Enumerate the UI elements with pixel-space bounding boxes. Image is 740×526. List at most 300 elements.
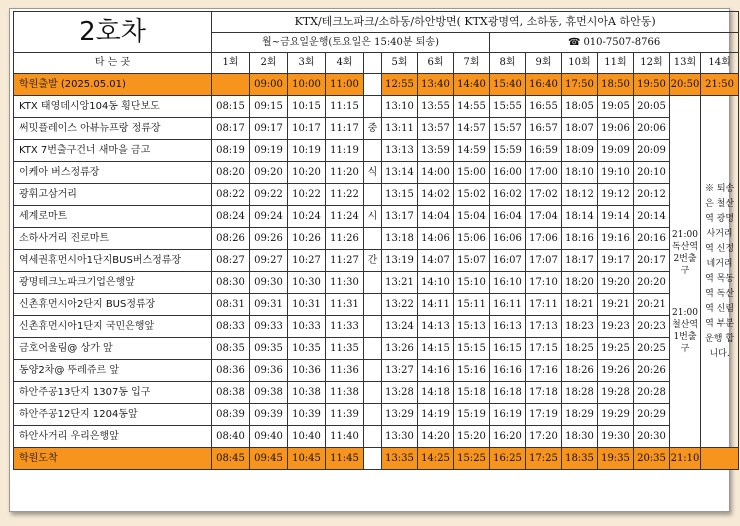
time-cell: 17:18 (526, 382, 562, 404)
time-cell: 18:05 (562, 96, 598, 118)
time-cell: 13:10 (382, 96, 418, 118)
break-cell (364, 338, 382, 360)
table-row (14, 162, 739, 184)
time-cell: 18:20 (562, 272, 598, 294)
time-cell: 16:19 (490, 404, 526, 426)
table-row (14, 184, 739, 206)
time-cell: 18:21 (562, 294, 598, 316)
time-cell: 11:30 (326, 272, 364, 294)
time-cell: 10:31 (288, 294, 326, 316)
time-cell: 09:24 (250, 206, 288, 228)
time-cell: 12:55 (382, 74, 418, 96)
time-cell: 14:59 (454, 140, 490, 162)
time-cell: 18:25 (562, 338, 598, 360)
break-cell (364, 74, 382, 96)
time-cell: 20:23 (634, 316, 670, 338)
break-cell (364, 294, 382, 316)
time-cell: 08:20 (212, 162, 250, 184)
stop-name: 하안주공13단지 1307동 입구 (14, 382, 212, 404)
time-cell: 16:16 (490, 360, 526, 382)
time-cell: 20:10 (634, 162, 670, 184)
time-cell: 08:38 (212, 382, 250, 404)
time-cell: 15:18 (454, 382, 490, 404)
time-cell: 09:15 (250, 96, 288, 118)
table-row (14, 360, 739, 382)
time-cell: 15:10 (454, 272, 490, 294)
table-row (14, 338, 739, 360)
time-cell: 15:40 (490, 74, 526, 96)
time-cell: 09:17 (250, 118, 288, 140)
break-cell (364, 316, 382, 338)
time-cell: 20:21 (634, 294, 670, 316)
time-cell: 11:24 (326, 206, 364, 228)
break-cell (364, 272, 382, 294)
run-header: 1회 (212, 53, 250, 74)
break-cell (364, 96, 382, 118)
col13-note-cheolsan: 21:00 철산역 1번출구 (671, 307, 699, 354)
time-cell: 20:09 (634, 140, 670, 162)
table-row (14, 426, 739, 448)
time-cell: 16:55 (526, 96, 562, 118)
time-cell: 11:22 (326, 184, 364, 206)
time-cell: 10:30 (288, 272, 326, 294)
table-row (14, 316, 739, 338)
time-cell: 17:13 (526, 316, 562, 338)
time-cell: 08:31 (212, 294, 250, 316)
time-cell: 19:23 (598, 316, 634, 338)
time-cell: 17:50 (562, 74, 598, 96)
time-cell: 08:39 (212, 404, 250, 426)
time-cell: 14:55 (454, 96, 490, 118)
break-cell (364, 184, 382, 206)
table-row (14, 294, 739, 316)
table-row (14, 382, 739, 404)
time-cell: 14:13 (418, 316, 454, 338)
time-cell: 11:27 (326, 250, 364, 272)
time-cell: 15:19 (454, 404, 490, 426)
break-cell (364, 426, 382, 448)
time-cell: 20:30 (634, 426, 670, 448)
time-cell: 20:29 (634, 404, 670, 426)
time-cell: 11:20 (326, 162, 364, 184)
break-cell (364, 382, 382, 404)
time-cell: 15:25 (454, 448, 490, 470)
time-cell: 09:38 (250, 382, 288, 404)
time-cell: 16:40 (526, 74, 562, 96)
run-header: 8회 (490, 53, 526, 74)
place-header: 타 는 곳 (14, 53, 212, 74)
time-cell: 15:13 (454, 316, 490, 338)
time-cell: 08:45 (212, 448, 250, 470)
time-cell: 11:35 (326, 338, 364, 360)
time-cell: 11:15 (326, 96, 364, 118)
table-row (14, 96, 739, 118)
time-cell: 09:22 (250, 184, 288, 206)
time-cell: 14:18 (418, 382, 454, 404)
time-cell: 18:07 (562, 118, 598, 140)
table-row (14, 206, 739, 228)
time-cell: 11:00 (326, 74, 364, 96)
time-cell: 13:59 (418, 140, 454, 162)
time-cell: 15:16 (454, 360, 490, 382)
time-cell: 13:27 (382, 360, 418, 382)
break-header-cell (364, 53, 382, 74)
run-header: 13회 (670, 53, 701, 74)
time-cell: 13:18 (382, 228, 418, 250)
time-cell: 16:57 (526, 118, 562, 140)
time-cell: 18:09 (562, 140, 598, 162)
stop-name: KTX 7번출구건너 새마을 금고 (14, 140, 212, 162)
stop-name: 소하사거리 진로마트 (14, 228, 212, 250)
time-cell: 10:24 (288, 206, 326, 228)
time-cell: 13:57 (418, 118, 454, 140)
col13-note-dokksan: 21:00 독산역 2번출구 (671, 229, 699, 276)
time-cell: 18:26 (562, 360, 598, 382)
phone-block (490, 32, 739, 53)
time-cell: 13:11 (382, 118, 418, 140)
run-header: 10회 (562, 53, 598, 74)
time-cell: 15:20 (454, 426, 490, 448)
time-cell: 16:06 (490, 228, 526, 250)
time-cell: 10:00 (288, 74, 326, 96)
time-cell: 08:33 (212, 316, 250, 338)
stop-name: 신촌휴먼시아2단지 BUS정류장 (14, 294, 212, 316)
time-cell: 19:14 (598, 206, 634, 228)
time-cell: 20:25 (634, 338, 670, 360)
stop-name: 학원출발 (2025.05.01) (14, 74, 212, 96)
time-cell: 16:11 (490, 294, 526, 316)
time-cell: 08:15 (212, 96, 250, 118)
time-cell: 14:57 (454, 118, 490, 140)
time-cell: 17:20 (526, 426, 562, 448)
time-cell: 13:40 (418, 74, 454, 96)
time-cell: 09:33 (250, 316, 288, 338)
time-cell: 18:16 (562, 228, 598, 250)
time-cell: 18:14 (562, 206, 598, 228)
time-cell: 16:04 (490, 206, 526, 228)
time-cell: 13:35 (382, 448, 418, 470)
time-cell: 20:35 (634, 448, 670, 470)
time-cell: 18:29 (562, 404, 598, 426)
table-row (14, 140, 739, 162)
time-cell: 16:13 (490, 316, 526, 338)
phone-icon: ☎ (567, 36, 581, 48)
time-cell: 11:17 (326, 118, 364, 140)
time-cell: 11:26 (326, 228, 364, 250)
stop-name: 신촌휴먼시아1단지 국민은행앞 (14, 316, 212, 338)
time-cell: 21:10 (670, 448, 701, 470)
run-header: 6회 (418, 53, 454, 74)
time-cell: 19:30 (598, 426, 634, 448)
time-cell: 17:10 (526, 272, 562, 294)
time-cell: 14:19 (418, 404, 454, 426)
time-cell: 14:00 (418, 162, 454, 184)
col14-note: ※ 퇴송은 철산역 광명 사거리 역 신정 네거리 역 목동역 독산역 신림역 부분운행 합니다. (701, 96, 739, 448)
time-cell: 14:15 (418, 338, 454, 360)
time-cell: 17:02 (526, 184, 562, 206)
time-cell: 20:17 (634, 250, 670, 272)
time-cell: 14:02 (418, 184, 454, 206)
time-cell: 09:19 (250, 140, 288, 162)
stop-name: 하안주공12단지 1204동앞 (14, 404, 212, 426)
time-cell: 13:55 (418, 96, 454, 118)
time-cell: 20:14 (634, 206, 670, 228)
stop-name: 역세권휴먼시아1단지BUS버스정류장 (14, 250, 212, 272)
time-cell: 11:39 (326, 404, 364, 426)
time-cell: 13:19 (382, 250, 418, 272)
time-cell: 17:11 (526, 294, 562, 316)
time-cell: 18:35 (562, 448, 598, 470)
time-cell: 11:38 (326, 382, 364, 404)
time-cell: 09:00 (250, 74, 288, 96)
time-cell: 20:16 (634, 228, 670, 250)
bus-timetable (13, 11, 739, 470)
time-cell: 17:06 (526, 228, 562, 250)
time-cell: 18:30 (562, 426, 598, 448)
time-cell: 11:40 (326, 426, 364, 448)
run-header: 7회 (454, 53, 490, 74)
time-cell: 13:28 (382, 382, 418, 404)
time-cell: 15:00 (454, 162, 490, 184)
break-cell: 간 (364, 250, 382, 272)
time-cell: 18:17 (562, 250, 598, 272)
time-cell: 16:20 (490, 426, 526, 448)
time-cell: 17:07 (526, 250, 562, 272)
time-cell: 15:15 (454, 338, 490, 360)
time-cell: 19:21 (598, 294, 634, 316)
time-cell: 16:18 (490, 382, 526, 404)
time-cell: 19:17 (598, 250, 634, 272)
time-cell: 14:10 (418, 272, 454, 294)
time-cell: 17:16 (526, 360, 562, 382)
time-cell: 13:21 (382, 272, 418, 294)
time-cell: 08:17 (212, 118, 250, 140)
time-cell: 19:26 (598, 360, 634, 382)
time-cell: 17:19 (526, 404, 562, 426)
time-cell: 19:05 (598, 96, 634, 118)
stop-name: 세계로마트 (14, 206, 212, 228)
time-cell: 09:30 (250, 272, 288, 294)
time-cell: 09:45 (250, 448, 288, 470)
bus-title: 2호차 (14, 12, 212, 53)
time-cell: 13:24 (382, 316, 418, 338)
time-cell: 19:25 (598, 338, 634, 360)
time-cell: 18:28 (562, 382, 598, 404)
table-row (14, 448, 739, 470)
time-cell: 13:14 (382, 162, 418, 184)
time-cell: 16:07 (490, 250, 526, 272)
time-cell: 17:25 (526, 448, 562, 470)
break-cell: 중 (364, 118, 382, 140)
time-cell: 10:26 (288, 228, 326, 250)
time-cell: 19:10 (598, 162, 634, 184)
time-cell: 19:50 (634, 74, 670, 96)
stop-name: 금호어울림@ 상가 앞 (14, 338, 212, 360)
time-cell: 18:12 (562, 184, 598, 206)
table-row (14, 250, 739, 272)
schedule-note: 월~금요일운행(토요일은 15:40분 퇴송) (212, 32, 490, 53)
time-cell: 09:31 (250, 294, 288, 316)
time-cell: 11:45 (326, 448, 364, 470)
run-header: 2회 (250, 53, 288, 74)
time-cell: 13:29 (382, 404, 418, 426)
stop-name: 동양2차@ 뚜레쥬르 앞 (14, 360, 212, 382)
time-cell: 15:02 (454, 184, 490, 206)
time-cell: 09:40 (250, 426, 288, 448)
time-cell: 10:39 (288, 404, 326, 426)
time-cell: 15:04 (454, 206, 490, 228)
break-cell (364, 228, 382, 250)
time-cell: 09:39 (250, 404, 288, 426)
time-cell (212, 74, 250, 96)
run-header: 5회 (382, 53, 418, 74)
time-cell: 14:40 (454, 74, 490, 96)
time-cell: 17:15 (526, 338, 562, 360)
time-cell: 20:50 (670, 74, 701, 96)
time-cell: 11:19 (326, 140, 364, 162)
time-cell: 14:11 (418, 294, 454, 316)
time-cell: 10:35 (288, 338, 326, 360)
time-cell: 19:29 (598, 404, 634, 426)
time-cell: 13:15 (382, 184, 418, 206)
time-cell: 14:16 (418, 360, 454, 382)
time-cell: 13:13 (382, 140, 418, 162)
time-cell: 13:17 (382, 206, 418, 228)
time-cell: 11:36 (326, 360, 364, 382)
table-row (14, 74, 739, 96)
break-cell: 식 (364, 162, 382, 184)
time-cell: 08:40 (212, 426, 250, 448)
time-cell: 13:26 (382, 338, 418, 360)
time-cell: 08:19 (212, 140, 250, 162)
time-cell: 10:36 (288, 360, 326, 382)
time-cell: 18:23 (562, 316, 598, 338)
time-cell: 19:12 (598, 184, 634, 206)
time-cell: 16:15 (490, 338, 526, 360)
time-cell: 08:24 (212, 206, 250, 228)
table-row (14, 404, 739, 426)
time-cell (701, 448, 739, 470)
time-cell: 08:36 (212, 360, 250, 382)
break-cell (364, 140, 382, 162)
stop-name: 학원도착 (14, 448, 212, 470)
stop-name: 이케아 버스정류장 (14, 162, 212, 184)
time-cell: 10:40 (288, 426, 326, 448)
time-cell: 08:26 (212, 228, 250, 250)
time-cell: 15:07 (454, 250, 490, 272)
stop-name: 광명테크노파크기업은행앞 (14, 272, 212, 294)
time-cell: 10:33 (288, 316, 326, 338)
time-cell: 19:35 (598, 448, 634, 470)
time-cell: 09:26 (250, 228, 288, 250)
time-cell: 16:25 (490, 448, 526, 470)
time-cell: 13:30 (382, 426, 418, 448)
time-cell: 17:00 (526, 162, 562, 184)
run-header: 14회 (701, 53, 739, 74)
time-cell: 08:35 (212, 338, 250, 360)
table-row (14, 272, 739, 294)
run-header: 4회 (326, 53, 364, 74)
route-description: KTX/테크노파크/소하동/하안방면( KTX광명역, 소하동, 휴먼시아A 하안동) (212, 12, 739, 33)
time-cell: 10:22 (288, 184, 326, 206)
time-cell: 10:27 (288, 250, 326, 272)
time-cell: 18:50 (598, 74, 634, 96)
time-cell: 18:10 (562, 162, 598, 184)
time-cell: 13:22 (382, 294, 418, 316)
time-cell: 09:36 (250, 360, 288, 382)
break-cell (364, 448, 382, 470)
time-cell: 15:55 (490, 96, 526, 118)
time-cell: 11:31 (326, 294, 364, 316)
time-cell: 08:30 (212, 272, 250, 294)
table-row (14, 118, 739, 140)
time-cell: 19:09 (598, 140, 634, 162)
time-cell: 08:22 (212, 184, 250, 206)
time-cell: 21:50 (701, 74, 739, 96)
time-cell: 19:28 (598, 382, 634, 404)
col13-notes (670, 96, 701, 448)
time-cell: 19:20 (598, 272, 634, 294)
time-cell: 15:11 (454, 294, 490, 316)
break-cell (364, 360, 382, 382)
time-cell: 16:10 (490, 272, 526, 294)
stop-name: KTX 태영데시앙104동 횡단보도 (14, 96, 212, 118)
stop-name: 광휘고삼거리 (14, 184, 212, 206)
time-cell: 10:20 (288, 162, 326, 184)
table-row (14, 228, 739, 250)
time-cell: 20:06 (634, 118, 670, 140)
time-cell: 16:00 (490, 162, 526, 184)
time-cell: 15:06 (454, 228, 490, 250)
time-cell: 14:04 (418, 206, 454, 228)
run-header: 9회 (526, 53, 562, 74)
time-cell: 10:15 (288, 96, 326, 118)
time-cell: 19:06 (598, 118, 634, 140)
time-cell: 15:57 (490, 118, 526, 140)
time-cell: 10:45 (288, 448, 326, 470)
time-cell: 11:33 (326, 316, 364, 338)
time-cell: 16:59 (526, 140, 562, 162)
run-header: 11회 (598, 53, 634, 74)
time-cell: 09:27 (250, 250, 288, 272)
time-cell: 15:59 (490, 140, 526, 162)
time-cell: 19:16 (598, 228, 634, 250)
time-cell: 09:20 (250, 162, 288, 184)
time-cell: 14:07 (418, 250, 454, 272)
time-cell: 08:27 (212, 250, 250, 272)
time-cell: 17:04 (526, 206, 562, 228)
time-cell: 10:38 (288, 382, 326, 404)
time-cell: 10:19 (288, 140, 326, 162)
time-cell: 10:17 (288, 118, 326, 140)
time-cell: 20:05 (634, 96, 670, 118)
time-cell: 14:25 (418, 448, 454, 470)
time-cell: 20:20 (634, 272, 670, 294)
run-header: 12회 (634, 53, 670, 74)
break-cell (364, 404, 382, 426)
time-cell: 20:12 (634, 184, 670, 206)
time-cell: 14:20 (418, 426, 454, 448)
stop-name: 하안사거리 우리은행앞 (14, 426, 212, 448)
run-header: 3회 (288, 53, 326, 74)
phone-number: 010-7507-8766 (583, 36, 661, 48)
time-cell: 16:02 (490, 184, 526, 206)
stop-name: 써밋플레이스 아뷰뉴프랑 정류장 (14, 118, 212, 140)
time-cell: 20:28 (634, 382, 670, 404)
time-cell: 14:06 (418, 228, 454, 250)
time-cell: 09:35 (250, 338, 288, 360)
time-cell: 20:26 (634, 360, 670, 382)
